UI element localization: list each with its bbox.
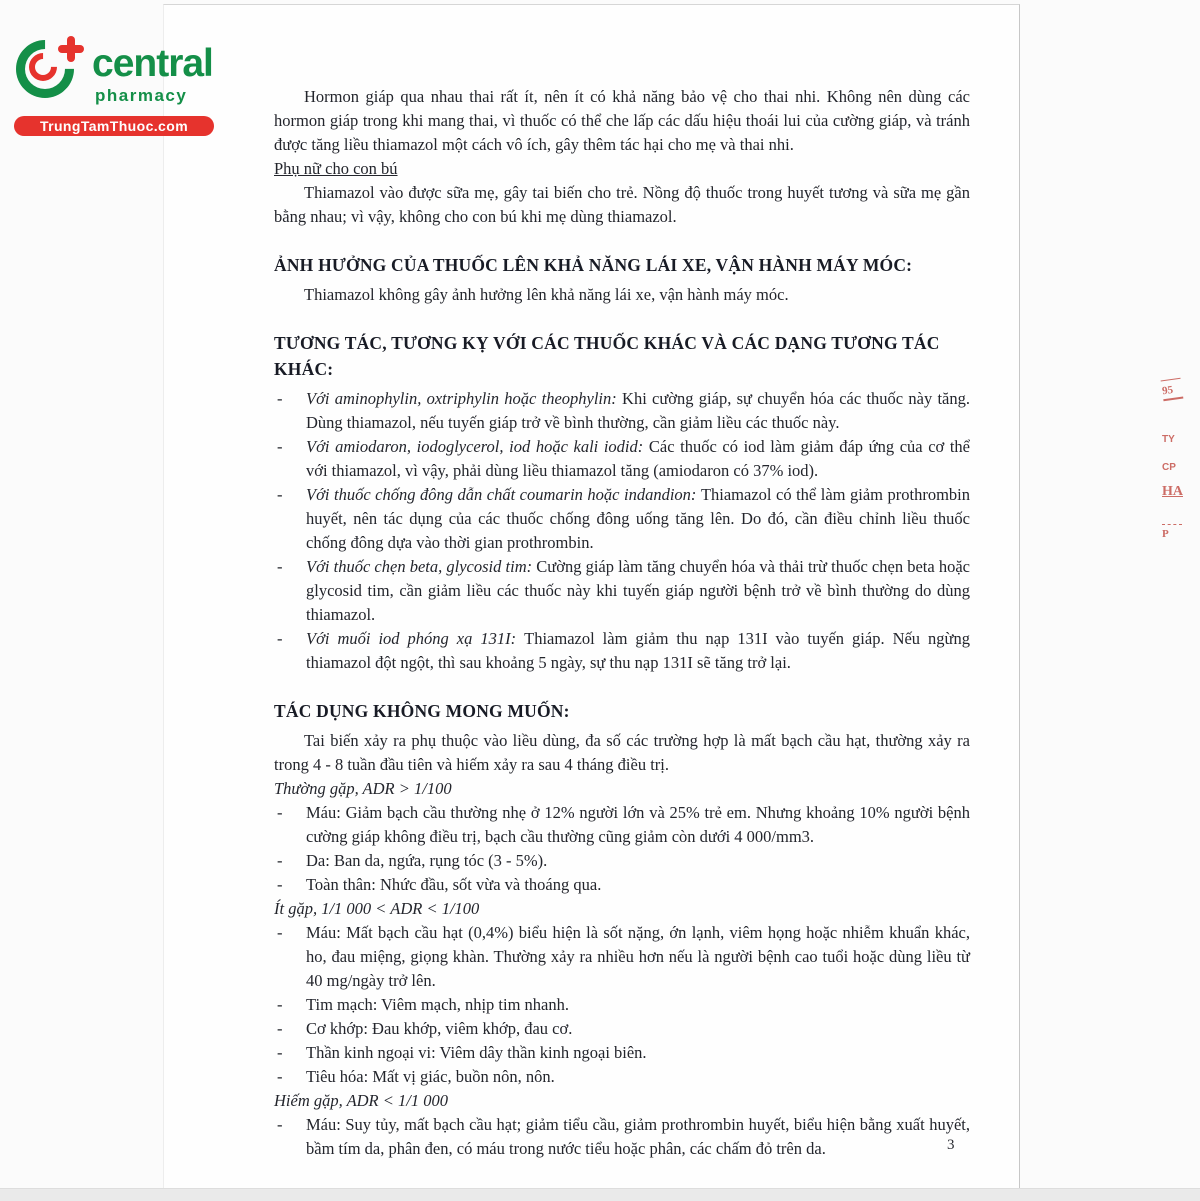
bullet-dash: - bbox=[277, 1019, 283, 1038]
bullet-item bbox=[274, 1065, 970, 1089]
logo-brand-sub: pharmacy bbox=[95, 86, 188, 105]
bullet-text: Máu: Giảm bạch cầu thường nhẹ ở 12% người lớn và 25% trẻ em. Nhưng khoảng 10% người bệnh cường giáp không điều trị, bạch cầu thường cũng giảm còn dưới 4 000/mm3. bbox=[306, 803, 970, 846]
section-heading: TÁC DỤNG KHÔNG MONG MUỐN: bbox=[274, 701, 570, 721]
bullet-text: Máu: Mất bạch cầu hạt (0,4%) biểu hiện là sốt nặng, ớn lạnh, viêm họng hoặc nhiễm khuẩn khác, ho, đau miệng, giọng khàn. Thường xảy ra nhiều hơn nếu là người bệnh cao tuổi hoặc dùng liều từ 40 mg/ngày trở lên. bbox=[306, 923, 970, 990]
bullet-dash: - bbox=[277, 629, 283, 648]
section-heading: ẢNH HƯỞNG CỦA THUỐC LÊN KHẢ NĂNG LÁI XE, VẬN HÀNH MÁY MÓC: bbox=[274, 255, 913, 275]
pharmacy-logo-icon bbox=[16, 36, 80, 102]
stamp-text: 95 bbox=[1161, 378, 1184, 402]
bullet-item bbox=[274, 801, 970, 849]
italic-subheading: Ít gặp, 1/1 000 < ADR < 1/100 bbox=[274, 899, 480, 918]
bullet-text: Với amiodaron, iodoglycerol, iod hoặc kali iodid: Các thuốc có iod làm giảm đáp ứng của cơ thể với thiamazol, vì vậy, phải dùng liều thiamazol tăng (amiodaron có 37% iod). bbox=[306, 437, 971, 480]
bullet-item bbox=[274, 873, 970, 897]
bullet-dash: - bbox=[277, 851, 283, 870]
scanned-page bbox=[163, 4, 1183, 1189]
plus-icon bbox=[58, 45, 84, 53]
bullet-item bbox=[274, 993, 970, 1017]
bullet-dash: - bbox=[277, 995, 283, 1014]
bullet-text: Toàn thân: Nhức đầu, sốt vừa và thoáng qua. bbox=[306, 875, 602, 894]
italic-subheading: Hiếm gặp, ADR < 1/1 000 bbox=[274, 1091, 448, 1110]
paragraph: Tai biến xảy ra phụ thuộc vào liều dùng, đa số các trường hợp là mất bạch cầu hạt, thường xảy ra trong 4 - 8 tuần đầu tiên và hiếm xảy ra sau 4 tháng điều trị. bbox=[274, 731, 970, 774]
bullet-text: Với thuốc chẹn beta, glycosid tim: Cường giáp làm tăng chuyển hóa và thải trừ thuốc chẹn beta hoặc glycosid tim, cần giảm liều các thuốc này khi tuyến giáp người bệnh trở về bình thường do dùng thiamazol. bbox=[306, 557, 970, 624]
bullet-dash: - bbox=[277, 923, 283, 942]
bullet-text: Tiêu hóa: Mất vị giác, buồn nôn, nôn. bbox=[306, 1067, 555, 1086]
paragraph: Hormon giáp qua nhau thai rất ít, nên ít có khả năng bảo vệ cho thai nhi. Không nên dùng các hormon giáp trong khi mang thai, vì thuốc có thể che lấp các dấu hiệu thoái lui của cường giáp, và tránh được tăng liều thiamazol một cách vô ích, gây thêm tác hại cho mẹ và thai nhi. bbox=[274, 87, 970, 154]
bullet-item bbox=[274, 483, 970, 555]
logo-brand-name: central bbox=[92, 42, 213, 85]
bullet-text: Tim mạch: Viêm mạch, nhịp tim nhanh. bbox=[306, 995, 569, 1014]
bullet-text: Da: Ban da, ngứa, rụng tóc (3 - 5%). bbox=[306, 851, 548, 870]
bullet-dash: - bbox=[277, 803, 283, 822]
stamp-text: P bbox=[1162, 524, 1182, 540]
bullet-item bbox=[274, 387, 970, 435]
bullet-text: Với thuốc chống đông dẫn chất coumarin hoặc indandion: Thiamazol có thể làm giảm prothrombin huyết, nên tác dụng của các thuốc chống đông uống tăng lên. Do đó, cần điều chỉnh liều thuốc chống đông dựa vào thời gian prothrombin. bbox=[306, 485, 970, 552]
bullet-item bbox=[274, 1113, 970, 1161]
red-stamp-fragment bbox=[1162, 365, 1182, 540]
paragraph: Thiamazol vào được sữa mẹ, gây tai biến cho trẻ. Nồng độ thuốc trong huyết tương và sữa mẹ gần bằng nhau; vì vậy, không cho con bú khi mẹ dùng thiamazol. bbox=[274, 183, 970, 226]
bullet-dash: - bbox=[277, 1043, 283, 1062]
bullet-item bbox=[274, 1041, 970, 1065]
bullet-item bbox=[274, 555, 970, 627]
section-heading: TƯƠNG TÁC, TƯƠNG KỴ VỚI CÁC THUỐC KHÁC VÀ CÁC DẠNG TƯƠNG TÁC KHÁC: bbox=[274, 333, 940, 379]
bullet-dash: - bbox=[277, 557, 283, 576]
page-number: 3 bbox=[947, 1137, 955, 1153]
bullet-item bbox=[274, 627, 970, 675]
bullet-text: Cơ khớp: Đau khớp, viêm khớp, đau cơ. bbox=[306, 1019, 573, 1038]
bullet-dash: - bbox=[277, 1115, 283, 1134]
bullet-dash: - bbox=[277, 875, 283, 894]
bullet-text: Với aminophylin, oxtriphylin hoặc theophylin: Khi cường giáp, sự chuyển hóa các thuốc này tăng. Dùng thiamazol, nếu tuyến giáp trở về bình thường, cần giảm liều các thuốc này. bbox=[306, 389, 970, 432]
bullet-text: Thần kinh ngoại vi: Viêm dây thần kinh ngoại biên. bbox=[306, 1043, 647, 1062]
bullet-dash: - bbox=[277, 389, 283, 408]
stamp-text: CP bbox=[1162, 462, 1176, 473]
bullet-dash: - bbox=[277, 485, 283, 504]
bullet-dash: - bbox=[277, 437, 283, 456]
stamp-text: TY bbox=[1162, 434, 1175, 445]
bullet-item bbox=[274, 435, 970, 483]
bullet-item bbox=[274, 921, 970, 993]
paragraph: Thiamazol không gây ảnh hưởng lên khả năng lái xe, vận hành máy móc. bbox=[304, 285, 789, 304]
italic-subheading: Thường gặp, ADR > 1/100 bbox=[274, 779, 452, 798]
bullet-text: Với muối iod phóng xạ 131I: Thiamazol làm giảm thu nạp 131I vào tuyến giáp. Nếu ngừng thiamazol đột ngột, thì sau khoảng 5 ngày, sự thu nạp 131I sẽ tăng trở lại. bbox=[306, 629, 970, 672]
document-body bbox=[274, 85, 970, 1161]
logo-website-badge: TrungTamThuoc.com bbox=[14, 116, 214, 136]
bullet-text: Máu: Suy tủy, mất bạch cầu hạt; giảm tiểu cầu, giảm prothrombin huyết, biểu hiện bằng xuất huyết, bầm tím da, phân đen, có máu trong nước tiểu hoặc phân, các chấm đỏ trên da. bbox=[306, 1115, 970, 1158]
bullet-item bbox=[274, 1017, 970, 1041]
central-pharmacy-logo bbox=[14, 36, 229, 138]
stamp-text: HA bbox=[1162, 484, 1183, 499]
underlined-heading: Phụ nữ cho con bú bbox=[274, 159, 398, 178]
bullet-dash: - bbox=[277, 1067, 283, 1086]
scan-bottom-band bbox=[0, 1188, 1200, 1201]
bullet-item bbox=[274, 849, 970, 873]
